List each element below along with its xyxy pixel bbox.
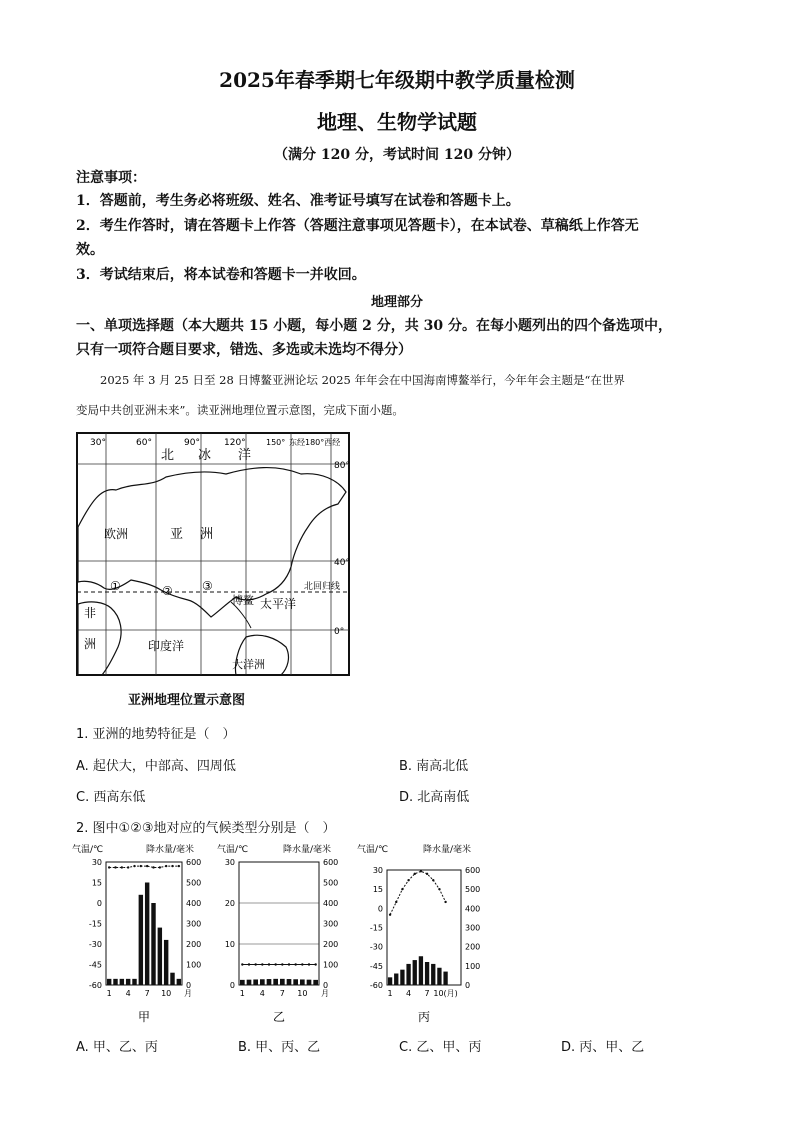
note-item: 1．答题前，考生务必将班级、姓名、准考证号填写在试卷和答题卡上。 xyxy=(76,193,520,209)
x-tick-label: 7 xyxy=(424,989,430,998)
precip-bar xyxy=(170,973,174,985)
precip-tick-label: 400 xyxy=(186,899,202,908)
precip-bar xyxy=(139,895,143,985)
lon-label: 150° xyxy=(266,438,286,447)
temp-line xyxy=(109,866,179,867)
map-frame xyxy=(77,433,349,675)
q1-option-b[interactable]: B. 南高北低 xyxy=(399,759,469,774)
temp-point xyxy=(127,866,129,868)
x-tick-label: 10 xyxy=(297,989,308,998)
temp-point xyxy=(414,873,416,875)
precip-tick-label: 200 xyxy=(323,940,339,949)
precip-bar xyxy=(177,979,181,985)
temp-point xyxy=(288,963,290,965)
temp-tick-label: 15 xyxy=(91,878,102,888)
section-name: 地理部分 xyxy=(370,295,423,310)
temp-tick-label: -15 xyxy=(88,919,102,929)
precip-tick-label: 0 xyxy=(186,981,192,990)
precip-bar xyxy=(313,980,318,985)
chart-frame xyxy=(106,862,182,985)
precip-axis-label: 降水量/毫米 xyxy=(423,845,472,855)
temp-point xyxy=(407,879,409,881)
x-tick-label: 4 xyxy=(259,989,265,998)
x-tick-label: 10 xyxy=(161,989,172,998)
temp-point xyxy=(301,963,303,965)
q2-option-b[interactable]: B. 甲、丙、乙 xyxy=(238,1040,321,1055)
lon-label: 30° xyxy=(90,438,106,448)
precip-bar xyxy=(158,928,162,985)
temp-point xyxy=(261,963,263,965)
x-tick-label: 1 xyxy=(106,989,112,998)
precip-tick-label: 200 xyxy=(186,940,202,949)
temp-tick-label: 0 xyxy=(229,981,235,990)
chart-frame xyxy=(239,862,319,985)
lon-label: 90° xyxy=(184,438,200,448)
question-2-stem: 2. 图中①②③地对应的气候类型分别是（ ） xyxy=(76,821,336,836)
x-unit-label: 月 xyxy=(321,989,329,998)
precip-bar xyxy=(300,979,305,985)
arctic-label: 冰 xyxy=(198,448,212,463)
precip-bar xyxy=(437,968,441,985)
chart-name: 乙 xyxy=(272,1010,286,1024)
precip-bar xyxy=(151,903,155,985)
note-item: 2．考生作答时，请在答题卡上作答（答题注意事项见答题卡），在本试卷、草稿纸上作答无 xyxy=(76,218,639,234)
temp-point xyxy=(281,963,283,965)
temp-tick-label: -45 xyxy=(88,960,102,970)
temp-point xyxy=(241,963,243,965)
map-caption: 亚洲地理位置示意图 xyxy=(128,693,246,708)
asia-label: 洲 xyxy=(200,527,214,542)
q1-option-c[interactable]: C. 西高东低 xyxy=(76,790,146,805)
precip-bar xyxy=(126,979,130,985)
temp-line xyxy=(390,871,446,914)
precip-bar xyxy=(113,979,117,985)
precip-bar xyxy=(431,964,435,985)
asia-location-map xyxy=(76,432,366,684)
temp-tick-label: 30 xyxy=(91,858,102,867)
lon-label: 120° xyxy=(224,438,246,448)
precip-bar xyxy=(443,972,447,985)
temp-point xyxy=(395,901,397,903)
score-note: （满分 120 分，考试时间 120 分钟） xyxy=(274,147,520,163)
precip-tick-label: 0 xyxy=(323,981,329,990)
precip-tick-label: 0 xyxy=(465,981,471,990)
temp-point xyxy=(108,866,110,868)
asia-label: 亚 xyxy=(170,527,184,542)
temp-tick-label: 30 xyxy=(372,866,383,875)
exam-subtitle: 地理、生物学试题 xyxy=(317,110,477,134)
x-tick-label: 4 xyxy=(406,989,412,998)
precip-tick-label: 600 xyxy=(186,858,202,867)
temp-tick-label: -45 xyxy=(369,961,383,971)
europe-label: 欧洲 xyxy=(104,527,129,541)
precip-bar xyxy=(307,980,312,985)
temp-point xyxy=(140,865,142,867)
precip-tick-label: 500 xyxy=(186,878,202,888)
x-tick-label: 4 xyxy=(125,989,131,998)
x-tick-label: 1 xyxy=(239,989,245,998)
note-item: 效。 xyxy=(76,242,104,258)
precip-bar xyxy=(388,977,392,985)
temp-point xyxy=(432,879,434,881)
temp-point xyxy=(401,888,403,890)
precip-bar xyxy=(419,956,423,985)
temp-tick-label: -60 xyxy=(369,981,383,990)
arctic-label: 北 xyxy=(161,448,175,463)
precip-tick-label: 500 xyxy=(465,885,481,895)
precip-bar xyxy=(253,979,258,985)
lon-label: 60° xyxy=(136,438,152,448)
chart-name: 甲 xyxy=(137,1010,151,1024)
africa-label: 非 xyxy=(84,606,97,620)
temp-point xyxy=(114,866,116,868)
lat-label: 40° xyxy=(334,558,350,568)
temp-axis-label: 气温/℃ xyxy=(357,845,389,855)
temp-point xyxy=(248,963,250,965)
temp-tick-label: 0 xyxy=(96,899,102,908)
temp-point xyxy=(444,901,446,903)
chart-frame xyxy=(387,870,461,985)
precip-bar xyxy=(107,979,111,985)
lat-label: 0° xyxy=(334,627,345,637)
temp-point xyxy=(389,914,391,916)
temp-point xyxy=(165,865,167,867)
lon-label: 东经180°西经 xyxy=(289,438,341,447)
marker-2: ② xyxy=(162,584,173,598)
q2-option-d[interactable]: D. 丙、甲、乙 xyxy=(561,1040,645,1055)
passage-line: 变局中共创亚洲未来”。读亚洲地理位置示意图，完成下面小题。 xyxy=(76,403,404,417)
temp-tick-label: 20 xyxy=(224,899,235,908)
climate-charts xyxy=(72,840,492,1030)
precip-tick-label: 300 xyxy=(465,923,481,933)
indian-ocean-label: 印度洋 xyxy=(148,639,185,653)
note-item: 3．考试结束后，将本试卷和答题卡一并收回。 xyxy=(76,267,366,283)
precip-bar xyxy=(273,979,278,985)
temp-tick-label: 15 xyxy=(372,885,383,895)
q1-option-d[interactable]: D. 北高南低 xyxy=(399,790,470,805)
temp-point xyxy=(268,963,270,965)
precip-bar xyxy=(280,979,285,985)
precip-bar xyxy=(413,960,417,985)
precip-bar xyxy=(267,979,272,985)
temp-axis-label: 气温/℃ xyxy=(217,845,249,855)
passage-line: 2025 年 3 月 25 日至 28 日博鳌亚洲论坛 2025 年年会在中国海南博鳌举行，今年年会主题是“在世界 xyxy=(100,373,625,387)
precip-bar xyxy=(260,979,265,985)
arctic-label: 洋 xyxy=(238,448,252,463)
precip-bar xyxy=(240,980,245,985)
marker-3: ③ xyxy=(202,579,213,593)
notes-heading: 注意事项： xyxy=(76,170,146,186)
exam-title: 2025年春季期七年级期中教学质量检测 xyxy=(219,68,575,92)
precip-tick-label: 600 xyxy=(465,866,481,875)
temp-point xyxy=(159,866,161,868)
temp-point xyxy=(133,865,135,867)
temp-point xyxy=(146,865,148,867)
section-instruction: 一、单项选择题（本大题共 15 小题，每小题 2 分，共 30 分。在每小题列出的四个备选项中， xyxy=(76,318,672,334)
oceania-label: 大洋洲 xyxy=(232,658,265,671)
temp-point xyxy=(438,888,440,890)
temp-tick-label: 30 xyxy=(224,858,235,867)
tropic-label: 北回归线 xyxy=(304,582,341,592)
q2-option-a[interactable]: A. 甲、乙、丙 xyxy=(76,1040,158,1055)
precip-bar xyxy=(287,979,292,985)
temp-point xyxy=(171,865,173,867)
lat-label: 80° xyxy=(334,461,350,471)
temp-tick-label: -60 xyxy=(88,981,102,990)
temp-axis-label: 气温/℃ xyxy=(72,845,104,855)
temp-point xyxy=(308,963,310,965)
precip-axis-label: 降水量/毫米 xyxy=(283,845,332,855)
precip-tick-label: 200 xyxy=(465,942,481,952)
temp-point xyxy=(152,866,154,868)
temp-tick-label: 0 xyxy=(377,904,383,914)
marker-1: ① xyxy=(110,579,121,593)
temp-point xyxy=(314,963,316,965)
temp-tick-label: -30 xyxy=(369,942,383,952)
precip-tick-label: 300 xyxy=(323,919,339,929)
temp-tick-label: -15 xyxy=(369,923,383,933)
section-instruction: 只有一项符合题目要求，错选、多选或未选均不得分） xyxy=(76,342,412,358)
africa-label: 洲 xyxy=(84,637,97,651)
temp-point xyxy=(254,963,256,965)
precip-tick-label: 100 xyxy=(323,960,339,970)
temp-tick-label: -30 xyxy=(88,940,102,949)
x-unit-label: 月 xyxy=(184,989,192,998)
precip-bar xyxy=(145,883,149,986)
temp-point xyxy=(294,963,296,965)
precip-tick-label: 100 xyxy=(186,960,202,970)
precip-tick-label: 300 xyxy=(186,919,202,929)
precip-bar xyxy=(247,980,252,985)
precip-bar xyxy=(120,979,124,985)
x-tick-label: 7 xyxy=(279,989,285,998)
temp-point xyxy=(426,873,428,875)
question-1-stem: 1. 亚洲的地势特征是（ ） xyxy=(76,727,236,742)
temp-point xyxy=(420,870,422,872)
q1-option-a[interactable]: A. 起伏大，中部高、四周低 xyxy=(76,759,236,774)
precip-tick-label: 100 xyxy=(465,961,481,971)
pacific-label: 太平洋 xyxy=(260,597,297,611)
precip-bar xyxy=(394,974,398,986)
precip-tick-label: 500 xyxy=(323,878,339,888)
precip-bar xyxy=(425,962,429,985)
x-tick-label: 10(月) xyxy=(433,989,458,998)
x-tick-label: 1 xyxy=(387,989,393,998)
temp-point xyxy=(274,963,276,965)
precip-tick-label: 400 xyxy=(323,899,339,908)
temp-tick-label: 10 xyxy=(224,940,235,949)
chart-name: 丙 xyxy=(417,1010,431,1024)
precip-bar xyxy=(293,979,298,985)
precip-axis-label: 降水量/毫米 xyxy=(146,845,195,855)
precip-tick-label: 600 xyxy=(323,858,339,867)
x-tick-label: 7 xyxy=(144,989,150,998)
temp-point xyxy=(121,866,123,868)
precip-bar xyxy=(164,940,168,985)
precip-tick-label: 400 xyxy=(465,904,481,914)
precip-bar xyxy=(132,979,136,985)
precip-bar xyxy=(406,964,410,985)
precip-bar xyxy=(400,970,404,985)
temp-point xyxy=(178,865,180,867)
q2-option-c[interactable]: C. 乙、甲、丙 xyxy=(399,1040,482,1055)
boao-label: 博鳌 xyxy=(232,594,254,607)
